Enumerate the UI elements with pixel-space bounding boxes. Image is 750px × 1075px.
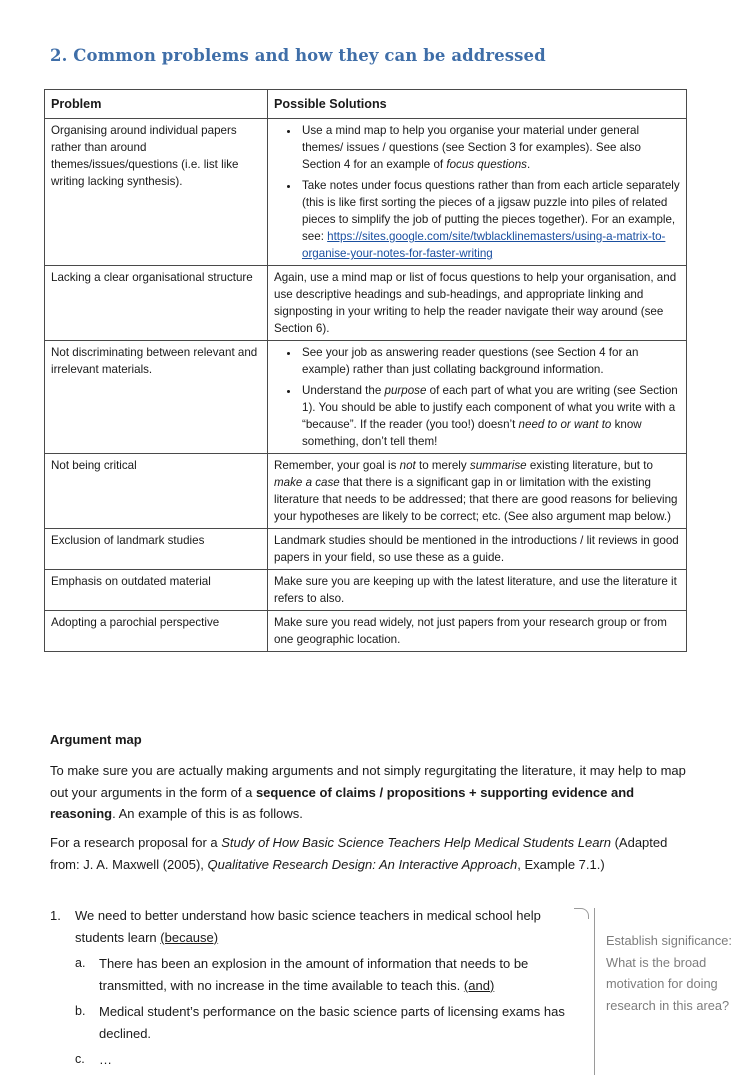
solution-bullet: • Take notes under focus questions rather than from each article separately (this is like first sorting the pieces of a jigsaw puzzle into piles of related pieces to simplify the job of putting the pieces together). For an example, see: https://sites.google.com/site/twblacklinemasters/using-a-matrix-to-organise-your-notes-for-faster-writing: [300, 177, 680, 262]
problem-cell: Not discriminating between relevant and irrelevant materials.: [45, 341, 268, 454]
claim-text: We need to better understand how basic science teachers in medical school help students learn (because): [75, 908, 541, 945]
margin-note: Establish significance: What is the broad motivation for doing research in this area?: [606, 933, 732, 1013]
solution-cell: Landmark studies should be mentioned in the introductions / lit reviews in good papers in your field, so use these as a guide.: [268, 529, 687, 570]
argument-map-title: Argument map: [50, 732, 142, 747]
solution-bullet: • See your job as answering reader questions (see Section 4 for an example) rather than just collating background information.: [300, 344, 680, 378]
list-item: a. There has been an explosion in the amount of information that needs to be transmitted, with no increase in the time available to teach this. (and): [75, 956, 529, 993]
list-item: b. Medical student’s performance on the basic science parts of licensing exams has declined.: [75, 1004, 565, 1041]
problem-cell: Exclusion of landmark studies: [45, 529, 268, 570]
list-item: [50, 905, 570, 1071]
solution-bullet: • Use a mind map to help you organise your material under general themes/ issues / questions (see Section 3 for examples). See also Section 4 for an example of focus questions.: [300, 122, 680, 173]
table-row: [45, 570, 687, 611]
table-row: [45, 119, 687, 266]
problem-cell: Adopting a parochial perspective: [45, 611, 268, 652]
problem-cell: Organising around individual papers rather than around themes/issues/questions (i.e. list like writing lacking synthesis).: [45, 119, 268, 266]
claims-list: [50, 905, 570, 1071]
argument-map-intro: To make sure you are actually making arguments and not simply regurgitating the literature, it may help to map out your arguments in the form of a sequence of claims / propositions + supporting evidence and reasoning. An example of this is as follows.: [50, 763, 686, 821]
table-header-row: [45, 90, 687, 119]
solution-cell: Remember, your goal is not to merely summarise existing literature, but to make a case that there is a significant gap in or limitation with the existing literature that needs to be addressed; that there are good reasons for believing your hypotheses are likely to be correct; etc. (See also argument map below.): [268, 454, 687, 529]
solution-cell: Again, use a mind map or list of focus questions to help your organisation, and use descriptive headings and sub-headings, and appropriate linking and signposting in your writing to help the reader navigate their way around (see Section 6).: [268, 266, 687, 341]
table-row: [45, 454, 687, 529]
solution-cell: Make sure you read widely, not just papers from your research group or from one geographic location.: [268, 611, 687, 652]
table-row: [45, 341, 687, 454]
problem-cell: Lacking a clear organisational structure: [45, 266, 268, 341]
solution-cell: [268, 119, 687, 266]
problem-cell: Not being critical: [45, 454, 268, 529]
table-row: [45, 266, 687, 341]
section-heading: 2. Common problems and how they can be addressed: [50, 46, 546, 65]
research-proposal-paragraph: For a research proposal for a Study of How Basic Science Teachers Help Medical Students Learn (Adapted from: J. A. Maxwell (2005), Qualitative Research Design: An Interactive Approach, Example 7.1.): [50, 835, 668, 872]
matrix-notes-link[interactable]: https://sites.google.com/site/twblacklinemasters/using-a-matrix-to-organise-your-notes-for-faster-writing: [302, 230, 666, 260]
solution-bullet: • Understand the purpose of each part of what you are writing (see Section 1). You should be able to justify each component of what you write with a “because”. If the reader (you too!) doesn’t need to or want to know something, don’t tell them!: [300, 382, 680, 450]
problems-table: [44, 89, 687, 652]
list-item: c. …: [75, 1052, 112, 1067]
problem-cell: Emphasis on outdated material: [45, 570, 268, 611]
column-header-problem: Problem: [45, 90, 268, 119]
table-row: [45, 529, 687, 570]
table-row: [45, 611, 687, 652]
claim-number: 1.: [50, 908, 61, 923]
bracket-line: [572, 908, 595, 1075]
solution-cell: Make sure you are keeping up with the latest literature, and use the literature it refers to also.: [268, 570, 687, 611]
solution-cell: [268, 341, 687, 454]
column-header-solutions: Possible Solutions: [268, 90, 687, 119]
